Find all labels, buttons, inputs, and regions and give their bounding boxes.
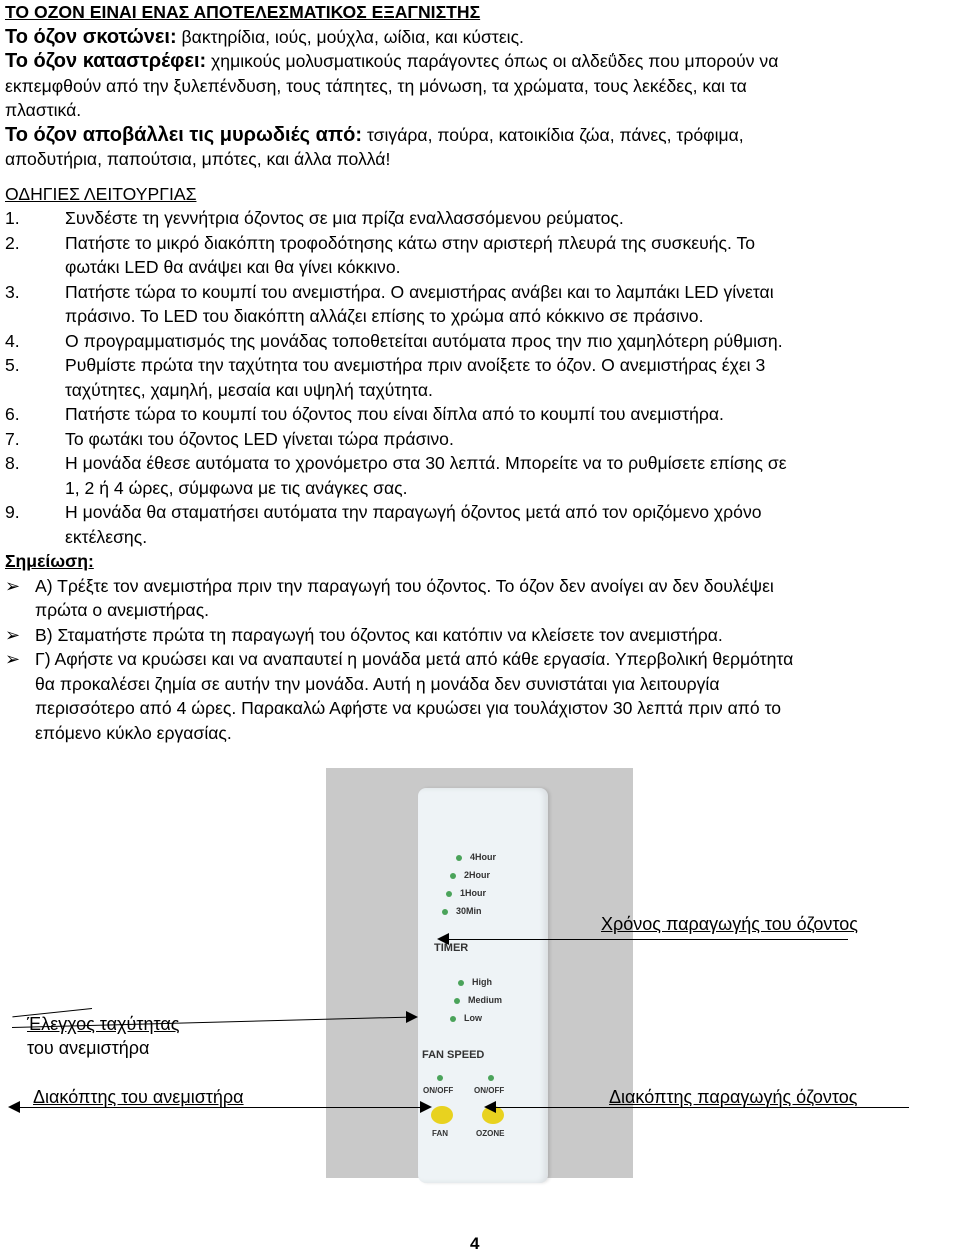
speed-high-led-icon [458,980,464,986]
instruction-step [5,402,960,427]
odors-text-2: αποδυτήρια, παπούτσια, μπότες, και άλλα πολλά! [5,149,391,169]
note-text: επόμενο κύκλο εργασίας. [35,722,232,743]
step-number: 2. [5,232,20,253]
speed-option-label: Low [464,1013,482,1023]
step-text: Η μονάδα έθεσε αυτόματα το χρονόμετρο στα 30 λεπτά. Μπορείτε να το ρυθμίσετε επίσης σε [65,453,787,473]
kills-lead: Το όζον σκοτώνει: [5,25,177,48]
document-body [5,0,960,745]
paragraph-destroys-line1 [5,49,960,74]
step-number: 5. [5,355,20,375]
note-text: πρώτα ο ανεμιστήρας. [35,600,210,620]
speed-medium-led-icon [454,998,460,1004]
speed-option-label: Medium [468,995,503,1005]
step-text: Συνδέστε τη γεννήτρια όζοντος σε μια πρίζα εναλλασσόμενου ρεύματος. [65,208,624,228]
timer-option-label: 4Hour [470,852,497,862]
page-number: 4 [470,1234,480,1253]
note-text: περισσότερο από 4 ώρες. Παρακαλώ Αφήστε να κρυώσει για τουλάχιστον 30 λεπτά πριν από το [35,698,782,718]
destroys-text-1: χημικούς μολυσματικούς παράγοντες όπως οι αλδεΰδες που μπορούν να [206,51,779,71]
timer-option-label: 30Min [456,906,482,916]
paragraph-odors-line1 [5,123,960,148]
note-text: Γ) Αφήστε να κρυώσει και να αναπαυτεί η μονάδα μετά από κάθε εργασία. Υπερβολική θερμότητα [35,649,794,669]
fan-speed-label: FAN SPEED [422,1049,485,1061]
timer-option-label: 1Hour [460,888,487,898]
arrow-bullet-icon: ➢ [5,624,21,645]
kills-text: βακτηρίδια, ιούς, μούχλα, ωίδια, και κύστεις. [176,26,524,47]
step-text: Το φωτάκι του όζοντος LED γίνεται τώρα πράσινο. [65,428,454,449]
odors-lead: Το όζον αποβάλλει τις μυρωδιές από: [5,123,363,146]
callout-fan-speed-1: Έλεγχος ταχύτητας [27,1014,180,1034]
step-text: Πατήστε τώρα το κουμπί του ανεμιστήρα. Ο ανεμιστήρας ανάβει και το λαμπάκι LED γίνεται [65,281,774,302]
note-heading: Σημείωση: [5,551,94,571]
note-text: Α) Τρέξτε τον ανεμιστήρα πριν την παραγωγή του όζοντος. Το όζον δεν ανοίγει αν δεν δουλέψει [35,575,774,596]
step-number: 3. [5,281,20,302]
step-text: Πατήστε το μικρό διακόπτη τροφοδότησης κάτω στην αριστερή πλευρά της συσκευής. Το [65,232,756,253]
odors-text-1: τσιγάρα, πούρα, κατοικίδια ζώα, πάνες, τρόφιμα, [362,124,744,145]
speed-option-label: High [472,977,492,987]
timer-1hour-led-icon [446,891,452,897]
step-number: 1. [5,208,20,228]
step-text: Η μονάδα θα σταματήσει αυτόματα την παραγωγή όζοντος μετά από τον οριζόμενο χρόνο [65,502,762,522]
ozone-onoff-label: ON/OFF [474,1086,505,1095]
step-number: 6. [5,404,20,424]
step-text: φωτάκι LED θα ανάψει και θα γίνει κόκκινο. [65,257,401,277]
note-list [5,574,960,746]
timer-2hour-led-icon [450,873,456,879]
arrow-right-icon [406,1011,418,1023]
note-text: Β) Σταματήστε πρώτα τη παραγωγή του όζοντος και κατόπιν να κλείσετε τον ανεμιστήρα. [35,624,723,645]
doc-title: ΤΟ ΟΖΟΝ ΕΙΝΑΙ ΕΝΑΣ ΑΠΟΤΕΛΕΣΜΑΤΙΚΟΣ ΕΞΑΓΝΙΣΤΗΣ [5,2,481,22]
instruction-step [5,206,960,231]
instructions-heading: ΟΔΗΓΙΕΣ ΛΕΙΤΟΥΡΓΙΑΣ [5,183,197,204]
callout-fan-speed-2: του ανεμιστήρα [27,1038,150,1058]
step-number: 8. [5,453,20,473]
instruction-step [5,451,960,500]
device-panel-photo [326,768,633,1178]
arrow-bullet-icon: ➢ [5,649,21,669]
fan-button-label: FAN [432,1129,448,1138]
note-text: θα προκαλέσει ζημία σε αυτήν την μονάδα. Αυτή η μονάδα δεν συνιστάται για λειτουργία [35,673,720,694]
instruction-step [5,353,960,402]
step-text: Ο προγραμματισμός της μονάδας τοποθετείται αυτόματα προς την πιο χαμηλότερη ρύθμιση. [65,330,783,351]
callout-ozone-time: Χρόνος παραγωγής του όζοντος [601,914,858,934]
destroys-text-2: εκπεμφθούν από την ξυλεπένδυση, τους τάπητες, τη μόνωση, τα χρώματα, τους λεκέδες, και τα [5,75,747,96]
callout-line [14,1107,422,1108]
step-number: 4. [5,330,20,351]
instruction-step [5,427,960,452]
arrow-right-icon [420,1101,432,1113]
ozone-onoff-led-icon [488,1075,494,1081]
instruction-step [5,329,960,354]
arrow-left-icon [8,1101,20,1113]
instruction-step [5,231,960,280]
step-text: 1, 2 ή 4 ώρες, σύμφωνα με τις ανάγκες σας. [65,477,408,498]
note-item [5,647,960,745]
timer-option-label: 2Hour [464,870,491,880]
fan-button[interactable] [431,1106,453,1124]
callout-fan-switch: Διακόπτης του ανεμιστήρα [33,1087,244,1107]
step-text: εκτέλεσης. [65,526,148,547]
control-panel [418,788,548,1183]
step-text: Πατήστε τώρα το κουμπί του όζοντος που είναι δίπλα από το κουμπί του ανεμιστήρα. [65,404,724,424]
timer-label: TIMER [434,942,469,954]
note-item [5,623,960,648]
step-text: ταχύτητες, χαμηλή, μεσαία και υψηλή ταχύτητα. [65,379,433,400]
arrow-left-icon [484,1101,496,1113]
arrow-bullet-icon: ➢ [5,575,21,596]
paragraph-kills [5,25,960,50]
instruction-step [5,500,960,549]
ozone-button-label: OZONE [476,1129,505,1138]
instruction-step [5,280,960,329]
fan-onoff-led-icon [437,1075,443,1081]
step-number: 9. [5,502,20,522]
step-number: 7. [5,428,20,449]
note-item [5,574,960,623]
step-text: Ρυθμίστε πρώτα την ταχύτητα του ανεμιστήρα πριν ανοίξετε το όζον. Ο ανεμιστήρας έχει 3 [65,355,766,375]
callout-ozone-switch: Διακόπτης παραγωγής όζοντος [609,1087,858,1107]
fan-onoff-label: ON/OFF [423,1086,454,1095]
step-text: πράσινο. Το LED του διακόπτη αλλάζει επίσης το χρώμα από κόκκινο σε πράσινο. [65,306,704,326]
instruction-list [5,206,960,549]
timer-30min-led-icon [442,909,448,915]
destroys-lead: Το όζον καταστρέφει: [5,50,207,72]
callout-line [448,939,848,940]
callout-line [495,1107,909,1108]
speed-low-led-icon [450,1016,456,1022]
destroys-text-3: πλαστικά. [5,100,82,120]
timer-4hour-led-icon [456,855,462,861]
